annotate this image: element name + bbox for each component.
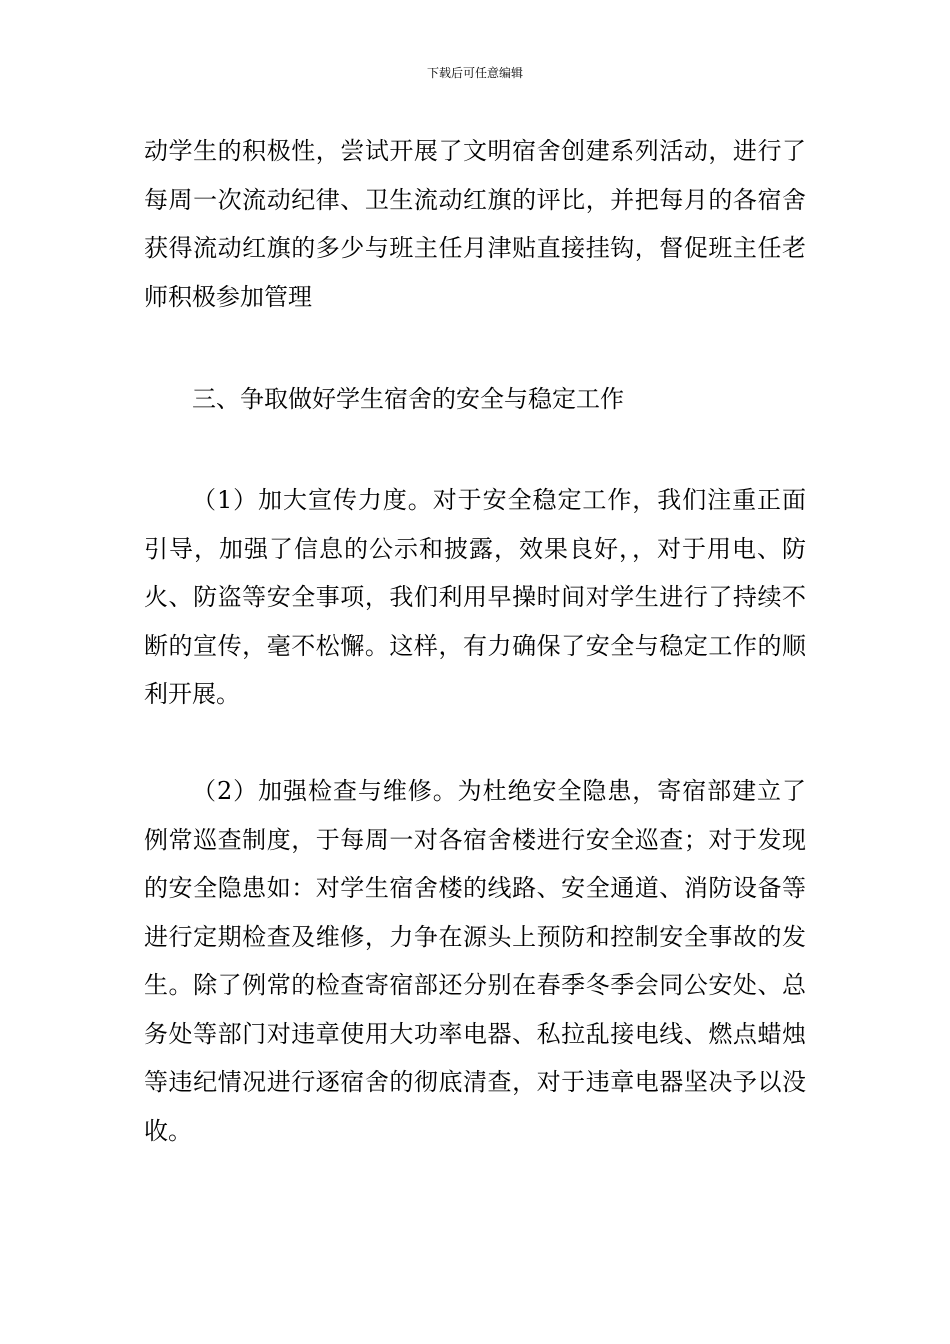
section-heading: 三、争取做好学生宿舍的安全与稳定工作 [192, 385, 624, 413]
intro-paragraph: 动学生的积极性，尝试开展了文明宿舍创建系列活动，进行了每周一次流动纪律、卫生流动红旗的评比，并把每月的各宿舍获得流动红旗的多少与班主任月津贴直接挂钩，督促班主任老师积极参加管理 [144, 137, 806, 311]
item-2-paragraph: （2）加强检查与维修。为杜绝安全隐患，寄宿部建立了例常巡查制度，于每周一对各宿舍楼进行安全巡查；对于发现的安全隐患如：对学生宿舍楼的线路、安全通道、消防设备等进行定期检查及维修，力争在源头上预防和控制安全事故的发生。除了例常的检查寄宿部还分别在春季冬季会同公安处、总务处等部门对违章使用大功率电器、私拉乱接电线、燃点蜡烛等违纪情况进行逐宿舍的彻底清查，对于违章电器坚决予以没收。 [144, 777, 806, 1145]
page-header-note: 下载后可任意编辑 [426, 66, 523, 80]
item-1-paragraph: （1）加大宣传力度。对于安全稳定工作，我们注重正面引导，加强了信息的公示和披露，效果良好，，对于用电、防火、防盗等安全事项，我们利用早操时间对学生进行了持续不断的宣传，毫不松懈。这样，有力确保了安全与稳定工作的顺利开展。 [144, 486, 806, 708]
